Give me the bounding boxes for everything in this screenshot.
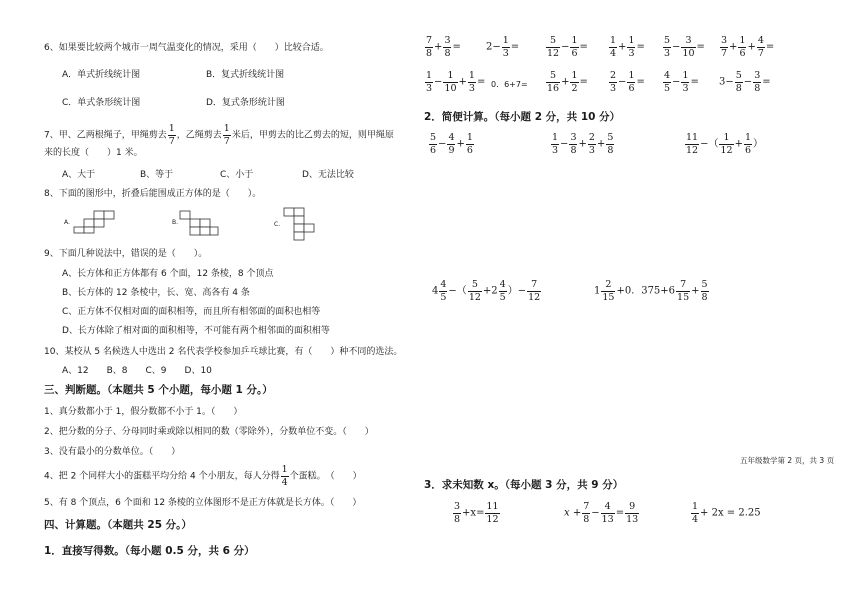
q9-option-c: C、正方体不仅相对面的面积相等，而且所有相邻面的面积也相等 bbox=[62, 307, 321, 317]
section-3-title: 三、判断题。（本题共 5 个小题，每小题 1 分。） bbox=[44, 384, 273, 396]
calc-section-2-title: 2．简便计算。（每小题 2 分，共 10 分） bbox=[424, 111, 621, 123]
net-label-a: A. bbox=[64, 219, 70, 226]
judge-item-4: 4、把 2 个同样大小的蛋糕平均分给 4 个小朋友，每人分得 $\frac{1}{4}$ 个蛋糕。 （ ） bbox=[44, 464, 362, 488]
net-label-b: B. bbox=[172, 219, 179, 226]
cube-net-a bbox=[72, 210, 116, 234]
direct-calc-9: $\frac{5}{16}$ + $\frac{1}{2}$ = bbox=[547, 70, 588, 94]
simplify-4: 4 $\frac{4}{5}$ −（ $\frac{5}{12}$ +2 $\frac{4}{5}$ ）− $\frac{7}{12}$ bbox=[432, 279, 541, 303]
equation-3: $\frac{1}{4}$ + 2x = 2.25 bbox=[692, 501, 761, 525]
q6-option-c: C．单式条形统计图 bbox=[62, 98, 141, 108]
calc-section-3-title: 3．求未知数 x。（每小题 3 分，共 9 分） bbox=[424, 479, 624, 491]
direct-calc-7: $\frac{1}{3}$ − $\frac{1}{10}$ + $\frac{1}{3}$ = bbox=[426, 70, 486, 94]
simplify-3: $\frac{11}{12}$ −（ $\frac{1}{12}$ + $\frac{1}{6}$ ） bbox=[686, 132, 764, 156]
q6-option-d: D．复式条形统计图 bbox=[206, 98, 285, 108]
judge-item-3: 3、没有最小的分数单位。（ ） bbox=[44, 447, 181, 457]
q7-line1: 7、甲、乙两根绳子，甲绳剪去 $\frac{1}{7}$ ，乙绳剪去 $\frac{1}{7}$ 米后，甲剪去的比乙剪去的短，则甲绳原 bbox=[44, 123, 394, 147]
direct-calc-2: 2− $\frac{1}{3}$ = bbox=[486, 35, 520, 59]
judge-item-1: 1、真分数都小于 1，假分数都不小于 1。（ ） bbox=[44, 407, 243, 417]
q8-text: 8、下面的图形中，折叠后能围成正方体的是（ ）。 bbox=[44, 189, 262, 199]
judge-item-4-fraction: $\frac{1}{4}$ bbox=[281, 464, 288, 488]
net-label-c: C. bbox=[274, 221, 281, 228]
direct-calc-3: $\frac{5}{12}$ − $\frac{1}{6}$ = bbox=[547, 35, 588, 59]
direct-calc-4: $\frac{1}{4}$ + $\frac{1}{3}$ = bbox=[610, 35, 645, 59]
simplify-5: 1 $\frac{2}{15}$ +0．375+6 $\frac{7}{15}$ + $\frac{5}{8}$ bbox=[594, 279, 708, 303]
judge-item-5: 5、有 8 个顶点，6 个面和 12 条棱的立体图形不是正方体就是长方体。（ ） bbox=[44, 498, 362, 508]
simplify-1: $\frac{5}{6}$ − $\frac{4}{9}$ + $\frac{1}{6}$ bbox=[430, 132, 473, 156]
equation-2: x + $\frac{7}{8}$ − $\frac{4}{13}$ = $\frac{9}{13}$ bbox=[564, 501, 639, 525]
direct-calc-6: $\frac{3}{7}$ + $\frac{1}{6}$ + $\frac{4}{7}$ = bbox=[721, 35, 775, 59]
q9-option-b: B、长方体的 12 条棱中，长、宽、高各有 4 条 bbox=[62, 288, 250, 298]
q10-options: A、12 B、8 C、9 D、10 bbox=[62, 366, 212, 376]
q7-option-d: D、无法比较 bbox=[302, 170, 354, 180]
q7-fraction-2: $\frac{1}{7}$ bbox=[223, 123, 230, 147]
q9-text: 9、下面几种说法中，错误的是（ ）。 bbox=[44, 249, 208, 259]
q9-option-a: A、长方体和正方体都有 6 个面，12 条棱，8 个顶点 bbox=[62, 269, 274, 279]
direct-calc-8: 0．6+7= bbox=[491, 80, 528, 89]
q7-line2: 来的长度（ ）1 米。 bbox=[44, 148, 143, 158]
direct-calc-5: $\frac{5}{3}$ − $\frac{3}{10}$ = bbox=[664, 35, 705, 59]
q7-fraction-1: $\frac{1}{7}$ bbox=[168, 123, 175, 147]
q7-option-c: C、小于 bbox=[220, 170, 254, 180]
q7-option-b: B、等于 bbox=[140, 170, 174, 180]
page-footer: 五年级数学第 2 页，共 3 页 bbox=[740, 456, 835, 465]
equation-1: $\frac{3}{8}$ +x= $\frac{11}{12}$ bbox=[454, 501, 499, 525]
q9-option-d: D、长方体除了相对面的面积相等，不可能有两个相邻面的面积相等 bbox=[62, 326, 330, 336]
cube-net-c bbox=[282, 207, 316, 241]
q6-option-b: B．复式折线统计图 bbox=[206, 70, 285, 80]
q10-text: 10、某校从 5 名候选人中选出 2 名代表学校参加乒乓球比赛，有（ ）种不同的选法。 bbox=[44, 347, 403, 357]
direct-calc-12: 3− $\frac{5}{8}$ − $\frac{3}{8}$ = bbox=[719, 70, 771, 94]
section-4-title: 四、计算题。（本题共 25 分。） bbox=[44, 519, 192, 531]
direct-calc-11: $\frac{4}{5}$ − $\frac{1}{3}$ = bbox=[664, 70, 699, 94]
section-4-sub1: 1．直接写得数。（每小题 0.5 分，共 6 分） bbox=[44, 545, 255, 557]
direct-calc-1: $\frac{7}{8}$ + $\frac{3}{8}$ = bbox=[426, 35, 461, 59]
cube-net-b bbox=[178, 210, 220, 240]
q6-option-a: A．单式折线统计图 bbox=[62, 70, 141, 80]
q7-option-a: A、大于 bbox=[62, 170, 96, 180]
simplify-2: $\frac{1}{3}$ − $\frac{3}{8}$ + $\frac{2}{3}$ + $\frac{5}{8}$ bbox=[552, 132, 614, 156]
q6-text: 6、如果要比较两个城市一周气温变化的情况，采用（ ）比较合适。 bbox=[44, 43, 329, 53]
judge-item-2: 2、把分数的分子、分母同时乘或除以相同的数（零除外），分数单位不变。（ ） bbox=[44, 427, 374, 437]
direct-calc-10: $\frac{2}{3}$ − $\frac{1}{6}$ = bbox=[610, 70, 645, 94]
